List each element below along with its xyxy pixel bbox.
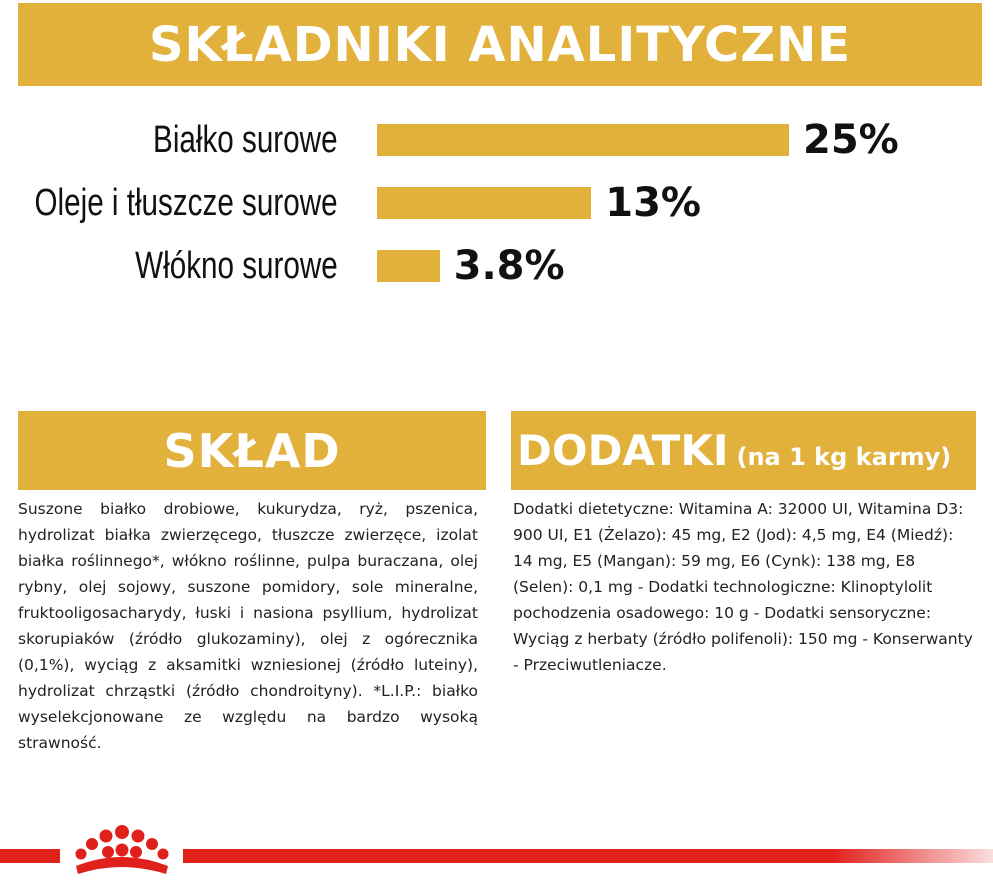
- dodatki-title: DODATKI: [517, 426, 729, 475]
- chart-value-label: 25%: [803, 117, 899, 163]
- chart-bar: [377, 124, 789, 156]
- chart-row: [0, 110, 993, 170]
- chart-category-label: Białko surowe: [153, 119, 338, 161]
- footer-red-line-left: [0, 849, 60, 863]
- chart-value-label: 3.8%: [453, 243, 565, 289]
- chart-bar: [377, 250, 440, 282]
- chart-row: [0, 173, 993, 233]
- royal-canin-crown-icon: [68, 822, 176, 880]
- chart-row: [0, 236, 993, 296]
- analytical-bar-chart: [0, 110, 993, 300]
- sklad-text: Suszone białko drobiowe, kukurydza, ryż, pszenica, hydrolizat białka zwierzęcego, tłuszcze zwierzęce, izolat białka roślinnego*, włókno roślinne, pulpa buraczana, olej rybny, olej sojowy, suszone pomidory, sole mineralne, fruktooligosacharydy, łuski i nasiona psyllium, hydrolizat skorupiaków (źródło glukozaminy), olej z ogórecznika (0,1%), wyciąg z aksamitki wzniesionej (źródło luteiny), hydrolizat chrząstki (źródło chondroityny). *L.I.P.: białko wyselekcjonowane ze względu na bardzo wysoką strawność.: [18, 500, 478, 752]
- chart-category-label: Oleje i tłuszcze surowe: [34, 182, 338, 224]
- analytical-header-banner: [18, 3, 982, 86]
- sklad-header-banner: [18, 411, 486, 490]
- dodatki-subtitle: (na 1 kg karmy): [736, 442, 952, 471]
- chart-bar: [377, 187, 591, 219]
- sklad-title: SKŁAD: [163, 423, 341, 478]
- analytical-title: SKŁADNIKI ANALITYCZNE: [148, 16, 852, 73]
- chart-category-label: Włókno surowe: [135, 245, 338, 287]
- dodatki-header-banner: [511, 411, 976, 490]
- dodatki-text: Dodatki dietetyczne: Witamina A: 32000 UI, Witamina D3: 900 UI, E1 (Żelazo): 45 mg, E2 (Jod): 4,5 mg, E4 (Miedź): 14 mg, E5 (Mangan): 59 mg, E6 (Cynk): 138 mg, E8 (Selen): 0,1 mg - Dodatki technologiczne: Klinoptylolit pochodzenia osadowego: 10 g - Dodatki sensoryczne: Wyciąg z herbaty (źródło polifenoli): 150 mg - Konserwanty - Przeciwutleniacze.: [513, 500, 973, 674]
- chart-value-label: 13%: [605, 180, 701, 226]
- footer-red-line-right: [183, 849, 993, 863]
